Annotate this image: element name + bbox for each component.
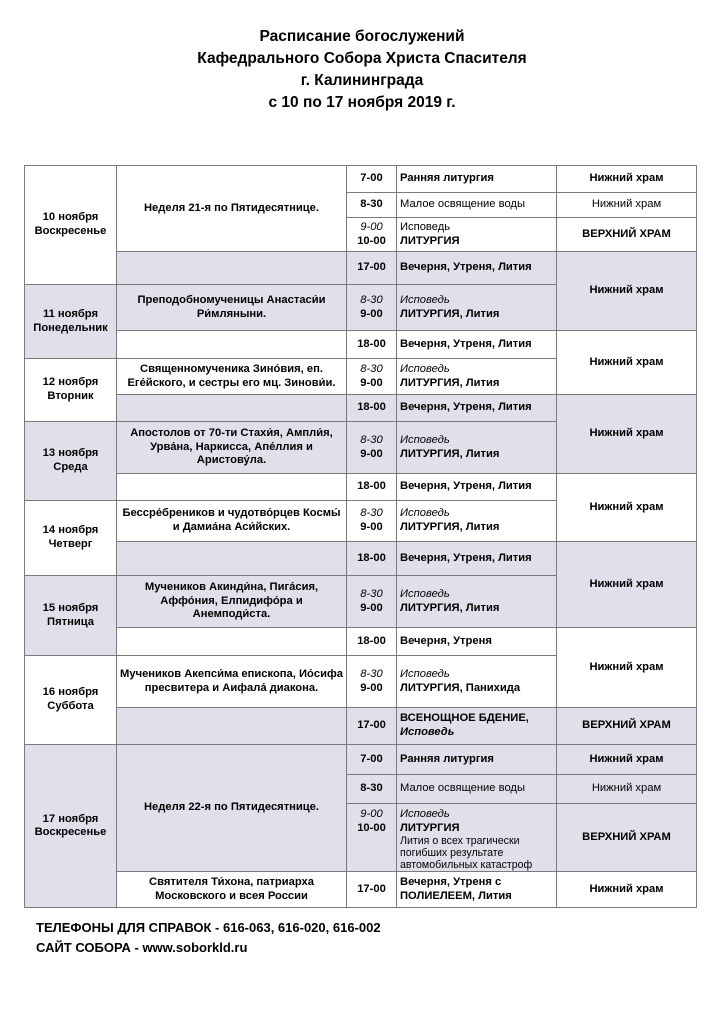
feast-cell-empty	[117, 252, 347, 285]
place-cell: Нижний храм	[557, 474, 697, 542]
service-vigil: ВСЕНОЩНОЕ БДЕНИЕ,	[400, 712, 529, 725]
title-line-1: Расписание богослужений	[259, 28, 465, 45]
service-liturgy: ЛИТУРГИЯ, Лития	[400, 307, 500, 320]
footer	[36, 918, 381, 958]
service-confession: Исповедь	[400, 808, 450, 820]
service-cell: Ранняя литургия	[397, 166, 557, 193]
service-cell	[397, 576, 557, 628]
time-cell	[347, 359, 397, 395]
feast-cell: Священномученика Зино́вия, еп. Еге́йского, и сестры его мц. Зинови́и.	[117, 359, 347, 395]
time-cell	[347, 656, 397, 708]
feast-cell: Неделя 21-я по Пятидесятнице.	[117, 166, 347, 252]
table-row	[25, 331, 697, 359]
feast-cell-empty	[117, 331, 347, 359]
service-liturgy: ЛИТУРГИЯ, Лития	[400, 601, 500, 614]
time-cell	[347, 576, 397, 628]
place-cell: Нижний храм	[557, 628, 697, 708]
place-cell: ВЕРХНИЙ ХРАМ	[557, 218, 697, 252]
service-liturgy: ЛИТУРГИЯ, Лития	[400, 521, 500, 533]
time-cell: 17-00	[347, 872, 397, 908]
time-liturgy: 9-00	[360, 376, 383, 389]
service-confession: Исповедь	[400, 293, 450, 306]
service-cell: Малое освящение воды	[397, 193, 557, 218]
place-cell: Нижний храм	[557, 775, 697, 804]
service-confession: Исповедь	[400, 220, 451, 233]
time-cell: 18-00	[347, 628, 397, 656]
day-cell: 13 ноября Среда	[25, 422, 117, 501]
place-cell: Нижний храм	[557, 872, 697, 908]
feast-cell-empty	[117, 708, 347, 745]
service-confession: Исповедь	[400, 507, 450, 520]
service-cell	[397, 359, 557, 395]
service-confession: Исповедь	[400, 667, 450, 680]
service-cell: Вечерня, Утреня, Лития	[397, 474, 557, 501]
service-confession: Исповедь	[400, 726, 455, 738]
service-cell	[397, 218, 557, 252]
service-cell: Ранняя литургия	[397, 745, 557, 775]
service-cell: Вечерня, Утреня	[397, 628, 557, 656]
time-confession: 8-30	[360, 507, 383, 520]
time-liturgy: 9-00	[360, 447, 383, 460]
time-cell: 8-30	[347, 193, 397, 218]
service-confession: Исповедь	[400, 587, 450, 600]
service-cell: Вечерня, Утреня, Лития	[397, 331, 557, 359]
service-confession: Исповедь	[400, 362, 450, 375]
title-line-3: г. Калининграда	[300, 72, 424, 89]
place-cell: ВЕРХНИЙ ХРАМ	[557, 804, 697, 872]
service-liturgy: ЛИТУРГИЯ, Лития	[400, 447, 500, 460]
service-line-1: Вечерня, Утреня с	[400, 876, 502, 889]
time-cell	[347, 501, 397, 542]
service-cell	[397, 285, 557, 331]
table-row	[25, 252, 697, 285]
feast-cell-empty	[117, 542, 347, 576]
table-row	[25, 745, 697, 775]
time-cell	[347, 285, 397, 331]
place-cell: Нижний храм	[557, 331, 697, 395]
table-row	[25, 474, 697, 501]
time-cell	[347, 218, 397, 252]
day-cell: 15 ноября Пятница	[25, 576, 117, 656]
table-row	[25, 166, 697, 193]
time-liturgy: 9-00	[360, 601, 383, 614]
time-cell: 18-00	[347, 542, 397, 576]
time-liturgy: 10-00	[357, 234, 386, 247]
time-cell	[347, 804, 397, 872]
table-row	[25, 628, 697, 656]
time-cell: 18-00	[347, 395, 397, 422]
feast-cell: Мучеников Акепси́ма епископа, Ио́сифа пресвитера и Аифала́ диакона.	[117, 656, 347, 708]
service-line-2: ПОЛИЕЛЕЕМ, Лития	[400, 889, 512, 902]
time-cell: 18-00	[347, 331, 397, 359]
phones-line: ТЕЛЕФОНЫ ДЛЯ СПРАВОК - 616-063, 616-020, 616-002	[36, 920, 381, 935]
time-confession: 8-30	[360, 667, 383, 680]
place-cell: Нижний храм	[557, 542, 697, 628]
place-cell: Нижний храм	[557, 745, 697, 775]
day-cell: 11 ноября Понедельник	[25, 285, 117, 359]
time-confession: 8-30	[360, 433, 383, 446]
title-line-4: с 10 по 17 ноября 2019 г.	[268, 94, 456, 111]
feast-cell-empty	[117, 474, 347, 501]
time-liturgy: 9-00	[360, 521, 383, 533]
time-cell: 18-00	[347, 474, 397, 501]
time-cell: 8-30	[347, 775, 397, 804]
place-cell: ВЕРХНИЙ ХРАМ	[557, 708, 697, 745]
time-confession: 8-30	[360, 362, 383, 375]
place-cell: Нижний храм	[557, 166, 697, 193]
day-cell: 10 ноября Воскресенье	[25, 166, 117, 285]
service-liturgy: ЛИТУРГИЯ, Панихида	[400, 681, 521, 694]
table-row	[25, 708, 697, 745]
time-confession: 9-00	[360, 220, 383, 233]
service-liturgy: ЛИТУРГИЯ, Лития	[400, 376, 500, 389]
time-liturgy: 10-00	[357, 821, 386, 834]
service-cell	[397, 422, 557, 474]
time-cell	[347, 422, 397, 474]
table-row	[25, 872, 697, 908]
service-liturgy: ЛИТУРГИЯ	[400, 234, 460, 247]
service-cell: Малое освящение воды	[397, 775, 557, 804]
service-cell	[397, 804, 557, 872]
page-title	[0, 26, 724, 114]
service-cell	[397, 708, 557, 745]
day-cell: 12 ноября Вторник	[25, 359, 117, 422]
feast-cell: Неделя 22-я по Пятидесятнице.	[117, 745, 347, 872]
time-cell: 17-00	[347, 252, 397, 285]
time-confession: 9-00	[360, 808, 383, 820]
schedule-table	[24, 165, 697, 908]
feast-cell: Преподобномученицы Анастаси́и Ри́мляныни.	[117, 285, 347, 331]
time-liturgy: 9-00	[360, 681, 383, 694]
table-row	[25, 542, 697, 576]
service-note: Лития о всех трагически погибших результате автомобильных катастроф	[400, 835, 533, 872]
place-cell: Нижний храм	[557, 252, 697, 331]
service-cell	[397, 872, 557, 908]
service-cell: Вечерня, Утреня, Лития	[397, 395, 557, 422]
time-cell: 7-00	[347, 745, 397, 775]
time-confession: 8-30	[360, 587, 383, 600]
service-cell: Вечерня, Утреня, Лития	[397, 252, 557, 285]
feast-cell: Бессре́бреников и чудотво́рцев Космы́ и Дамиа́на Аси́йских.	[117, 501, 347, 542]
feast-cell-empty	[117, 628, 347, 656]
table-row	[25, 395, 697, 422]
time-cell: 7-00	[347, 166, 397, 193]
time-liturgy: 9-00	[360, 307, 383, 320]
day-cell: 17 ноября Воскресенье	[25, 745, 117, 908]
place-cell: Нижний храм	[557, 395, 697, 474]
service-cell: Вечерня, Утреня, Лития	[397, 542, 557, 576]
day-cell: 14 ноября Четверг	[25, 501, 117, 576]
title-line-2: Кафедрального Собора Христа Спасителя	[197, 50, 527, 67]
place-cell: Нижний храм	[557, 193, 697, 218]
service-liturgy: ЛИТУРГИЯ	[400, 821, 460, 834]
feast-cell: Святителя Ти́хона, патриарха Московского и всея России	[117, 872, 347, 908]
time-confession: 8-30	[360, 293, 383, 306]
service-cell	[397, 656, 557, 708]
feast-cell: Апостолов от 70-ти Стахи́я, Ампли́я, Урва́на, Наркисса, Апе́ллия и Аристову́ла.	[117, 422, 347, 474]
day-cell: 16 ноября Суббота	[25, 656, 117, 745]
site-line: САЙТ СОБОРА - www.soborkld.ru	[36, 940, 248, 955]
time-cell: 17-00	[347, 708, 397, 745]
feast-cell: Мучеников Акинди́на, Пига́сия, Аффо́ния, Елпидифо́ра и Анемподи́ста.	[117, 576, 347, 628]
feast-cell-empty	[117, 395, 347, 422]
service-confession: Исповедь	[400, 433, 450, 446]
service-cell	[397, 501, 557, 542]
